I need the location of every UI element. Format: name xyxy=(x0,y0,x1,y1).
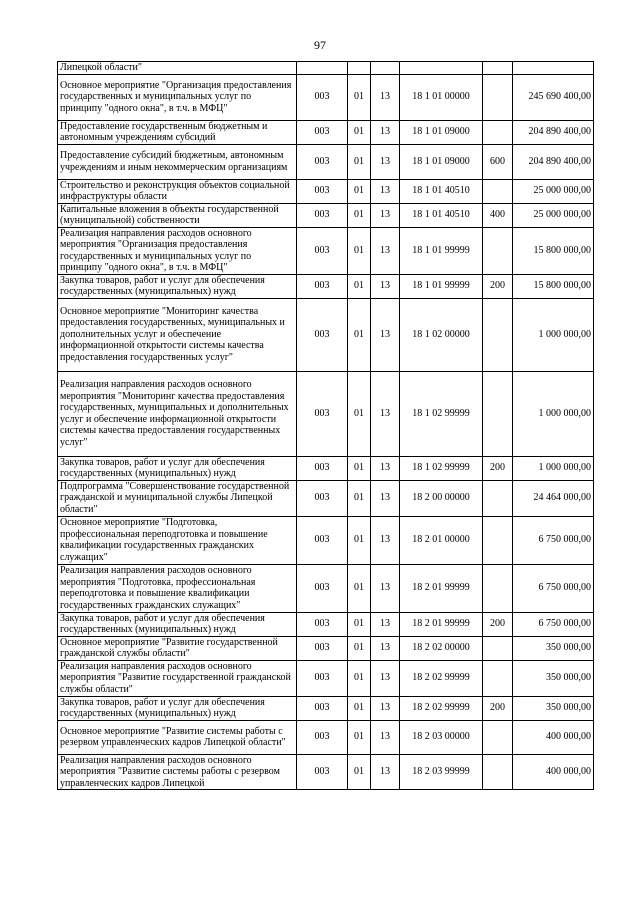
row-amount-cell: 25 000 000,00 xyxy=(513,203,594,227)
table-row xyxy=(58,62,594,75)
row-target-article-cell: 18 2 03 00000 xyxy=(400,720,483,754)
row-expense-type-cell xyxy=(483,480,513,516)
table-row xyxy=(58,298,594,371)
row-section-cell: 01 xyxy=(348,179,371,203)
row-subsection-cell: 13 xyxy=(371,636,400,660)
row-amount-cell: 204 890 400,00 xyxy=(513,120,594,144)
row-target-article-cell: 18 2 01 99999 xyxy=(400,564,483,612)
row-section-cell: 01 xyxy=(348,480,371,516)
row-expense-type-cell xyxy=(483,720,513,754)
row-admin-code-cell: 003 xyxy=(297,274,348,298)
row-expense-type-cell: 200 xyxy=(483,456,513,480)
row-subsection-cell: 13 xyxy=(371,371,400,456)
row-amount-cell: 6 750 000,00 xyxy=(513,516,594,564)
row-name-cell: Предоставление государственным бюджетным и автономным учреждениям субсидий xyxy=(58,120,297,144)
row-amount-cell: 204 890 400,00 xyxy=(513,144,594,179)
row-admin-code-cell: 003 xyxy=(297,74,348,120)
row-name-cell: Реализация направления расходов основного мероприятия "Мониторинг качества предоставления государственных, муниципальных и дополнительных услуг и обеспечение информационной открытости системы качества предоставления государственных услуг" xyxy=(58,371,297,456)
row-name-cell: Предоставление субсидий бюджетным, автономным учреждениям и иным некоммерческим организациям xyxy=(58,144,297,179)
budget-table xyxy=(57,61,594,790)
row-amount-cell: 1 000 000,00 xyxy=(513,298,594,371)
row-expense-type-cell xyxy=(483,660,513,696)
row-section-cell: 01 xyxy=(348,754,371,790)
table-row xyxy=(58,754,594,790)
row-expense-type-cell xyxy=(483,371,513,456)
table-row xyxy=(58,564,594,612)
row-admin-code-cell: 003 xyxy=(297,179,348,203)
row-subsection-cell: 13 xyxy=(371,480,400,516)
row-target-article-cell: 18 1 01 99999 xyxy=(400,274,483,298)
row-subsection-cell: 13 xyxy=(371,227,400,274)
row-admin-code-cell: 003 xyxy=(297,636,348,660)
row-admin-code-cell: 003 xyxy=(297,120,348,144)
row-target-article-cell: 18 2 02 00000 xyxy=(400,636,483,660)
row-name-cell: Основное мероприятие "Мониторинг качества предоставления государственных, муниципальных и дополнительных услуг и обеспечение информационной открытости системы качества предоставления государственных услуг" xyxy=(58,298,297,371)
row-expense-type-cell xyxy=(483,516,513,564)
row-section-cell: 01 xyxy=(348,371,371,456)
row-target-article-cell: 18 1 01 00000 xyxy=(400,74,483,120)
row-admin-code-cell: 003 xyxy=(297,564,348,612)
row-amount-cell: 24 464 000,00 xyxy=(513,480,594,516)
row-target-article-cell: 18 2 01 00000 xyxy=(400,516,483,564)
row-admin-code-cell: 003 xyxy=(297,720,348,754)
row-section-cell: 01 xyxy=(348,696,371,720)
row-name-cell: Основное мероприятие "Развитие системы работы с резервом управленческих кадров Липецкой области" xyxy=(58,720,297,754)
row-admin-code-cell: 003 xyxy=(297,227,348,274)
row-name-cell: Закупка товаров, работ и услуг для обеспечения государственных (муниципальных) нужд xyxy=(58,274,297,298)
row-target-article-cell: 18 1 01 99999 xyxy=(400,227,483,274)
row-amount-cell xyxy=(513,62,594,75)
row-subsection-cell: 13 xyxy=(371,754,400,790)
row-target-article-cell: 18 1 01 09000 xyxy=(400,144,483,179)
row-name-cell: Закупка товаров, работ и услуг для обеспечения государственных (муниципальных) нужд xyxy=(58,612,297,636)
row-amount-cell: 25 000 000,00 xyxy=(513,179,594,203)
row-expense-type-cell: 400 xyxy=(483,203,513,227)
row-expense-type-cell: 600 xyxy=(483,144,513,179)
row-admin-code-cell: 003 xyxy=(297,696,348,720)
row-subsection-cell: 13 xyxy=(371,298,400,371)
table-row xyxy=(58,660,594,696)
row-amount-cell: 15 800 000,00 xyxy=(513,274,594,298)
row-target-article-cell: 18 1 01 09000 xyxy=(400,120,483,144)
row-name-cell: Закупка товаров, работ и услуг для обеспечения государственных (муниципальных) нужд xyxy=(58,456,297,480)
row-name-cell: Липецкой области" xyxy=(58,62,297,75)
row-section-cell: 01 xyxy=(348,144,371,179)
row-expense-type-cell xyxy=(483,564,513,612)
row-target-article-cell: 18 2 00 00000 xyxy=(400,480,483,516)
table-row xyxy=(58,516,594,564)
row-expense-type-cell xyxy=(483,74,513,120)
row-section-cell: 01 xyxy=(348,298,371,371)
row-target-article-cell: 18 1 02 99999 xyxy=(400,456,483,480)
row-subsection-cell: 13 xyxy=(371,564,400,612)
row-amount-cell: 1 000 000,00 xyxy=(513,456,594,480)
row-admin-code-cell: 003 xyxy=(297,516,348,564)
row-expense-type-cell: 200 xyxy=(483,274,513,298)
row-name-cell: Капитальные вложения в объекты государственной (муниципальной) собственности xyxy=(58,203,297,227)
table-row xyxy=(58,274,594,298)
row-subsection-cell: 13 xyxy=(371,203,400,227)
row-expense-type-cell xyxy=(483,754,513,790)
row-section-cell: 01 xyxy=(348,274,371,298)
table-row xyxy=(58,456,594,480)
row-target-article-cell xyxy=(400,62,483,75)
table-row xyxy=(58,696,594,720)
row-subsection-cell: 13 xyxy=(371,144,400,179)
row-section-cell: 01 xyxy=(348,564,371,612)
row-amount-cell: 350 000,00 xyxy=(513,660,594,696)
row-subsection-cell: 13 xyxy=(371,660,400,696)
row-section-cell: 01 xyxy=(348,660,371,696)
row-amount-cell: 6 750 000,00 xyxy=(513,612,594,636)
row-target-article-cell: 18 1 02 99999 xyxy=(400,371,483,456)
table-row xyxy=(58,227,594,274)
table-row xyxy=(58,371,594,456)
row-name-cell: Реализация направления расходов основного мероприятия "Развитие государственной гражданской службы области" xyxy=(58,660,297,696)
row-name-cell: Реализация направления расходов основного мероприятия "Организация предоставления государственных и муниципальных услуг по принципу "одного окна", в т.ч. в МФЦ" xyxy=(58,227,297,274)
row-expense-type-cell xyxy=(483,179,513,203)
row-admin-code-cell: 003 xyxy=(297,754,348,790)
row-amount-cell: 350 000,00 xyxy=(513,696,594,720)
row-target-article-cell: 18 2 02 99999 xyxy=(400,660,483,696)
row-expense-type-cell xyxy=(483,227,513,274)
row-section-cell: 01 xyxy=(348,203,371,227)
row-amount-cell: 350 000,00 xyxy=(513,636,594,660)
table-row xyxy=(58,144,594,179)
row-amount-cell: 15 800 000,00 xyxy=(513,227,594,274)
row-section-cell: 01 xyxy=(348,612,371,636)
row-expense-type-cell xyxy=(483,62,513,75)
row-subsection-cell: 13 xyxy=(371,456,400,480)
row-amount-cell: 400 000,00 xyxy=(513,720,594,754)
row-admin-code-cell: 003 xyxy=(297,612,348,636)
table-row xyxy=(58,120,594,144)
table-row xyxy=(58,480,594,516)
row-section-cell: 01 xyxy=(348,516,371,564)
row-expense-type-cell xyxy=(483,298,513,371)
row-expense-type-cell: 200 xyxy=(483,696,513,720)
row-subsection-cell: 13 xyxy=(371,720,400,754)
row-subsection-cell xyxy=(371,62,400,75)
row-name-cell: Основное мероприятие "Подготовка, профессиональная переподготовка и повышение квалификации государственных гражданских служащих" xyxy=(58,516,297,564)
row-amount-cell: 6 750 000,00 xyxy=(513,564,594,612)
row-admin-code-cell: 003 xyxy=(297,144,348,179)
row-amount-cell: 400 000,00 xyxy=(513,754,594,790)
row-target-article-cell: 18 1 01 40510 xyxy=(400,179,483,203)
table-row xyxy=(58,636,594,660)
table-row xyxy=(58,720,594,754)
row-target-article-cell: 18 1 02 00000 xyxy=(400,298,483,371)
row-section-cell: 01 xyxy=(348,120,371,144)
row-target-article-cell: 18 2 01 99999 xyxy=(400,612,483,636)
table-row xyxy=(58,203,594,227)
row-amount-cell: 245 690 400,00 xyxy=(513,74,594,120)
row-name-cell: Строительство и реконструкция объектов социальной инфраструктуры области xyxy=(58,179,297,203)
row-name-cell: Реализация направления расходов основного мероприятия "Развитие системы работы с резервом управленческих кадров Липецкой xyxy=(58,754,297,790)
table-row xyxy=(58,612,594,636)
row-section-cell: 01 xyxy=(348,227,371,274)
row-section-cell: 01 xyxy=(348,720,371,754)
row-target-article-cell: 18 2 03 99999 xyxy=(400,754,483,790)
row-name-cell: Основное мероприятие "Организация предоставления государственных и муниципальных услуг по принципу "одного окна", в т.ч. в МФЦ" xyxy=(58,74,297,120)
table-row xyxy=(58,179,594,203)
table-row xyxy=(58,74,594,120)
row-admin-code-cell: 003 xyxy=(297,456,348,480)
row-section-cell: 01 xyxy=(348,74,371,120)
row-subsection-cell: 13 xyxy=(371,612,400,636)
row-target-article-cell: 18 2 02 99999 xyxy=(400,696,483,720)
row-amount-cell: 1 000 000,00 xyxy=(513,371,594,456)
row-name-cell: Подпрограмма "Совершенствование государственной гражданской и муниципальной службы Липецкой области" xyxy=(58,480,297,516)
row-section-cell: 01 xyxy=(348,456,371,480)
row-admin-code-cell: 003 xyxy=(297,660,348,696)
row-subsection-cell: 13 xyxy=(371,120,400,144)
row-admin-code-cell xyxy=(297,62,348,75)
row-subsection-cell: 13 xyxy=(371,696,400,720)
row-subsection-cell: 13 xyxy=(371,516,400,564)
row-section-cell xyxy=(348,62,371,75)
row-admin-code-cell: 003 xyxy=(297,203,348,227)
row-expense-type-cell: 200 xyxy=(483,612,513,636)
row-name-cell: Закупка товаров, работ и услуг для обеспечения государственных (муниципальных) нужд xyxy=(58,696,297,720)
row-admin-code-cell: 003 xyxy=(297,371,348,456)
row-admin-code-cell: 003 xyxy=(297,480,348,516)
row-section-cell: 01 xyxy=(348,636,371,660)
row-expense-type-cell xyxy=(483,120,513,144)
row-admin-code-cell: 003 xyxy=(297,298,348,371)
page-number: 97 xyxy=(314,38,326,52)
row-name-cell: Основное мероприятие "Развитие государственной гражданской службы области" xyxy=(58,636,297,660)
row-subsection-cell: 13 xyxy=(371,179,400,203)
row-expense-type-cell xyxy=(483,636,513,660)
row-target-article-cell: 18 1 01 40510 xyxy=(400,203,483,227)
row-subsection-cell: 13 xyxy=(371,274,400,298)
row-name-cell: Реализация направления расходов основного мероприятия "Подготовка, профессиональная переподготовка и повышение квалификации государственных гражданских служащих" xyxy=(58,564,297,612)
row-subsection-cell: 13 xyxy=(371,74,400,120)
